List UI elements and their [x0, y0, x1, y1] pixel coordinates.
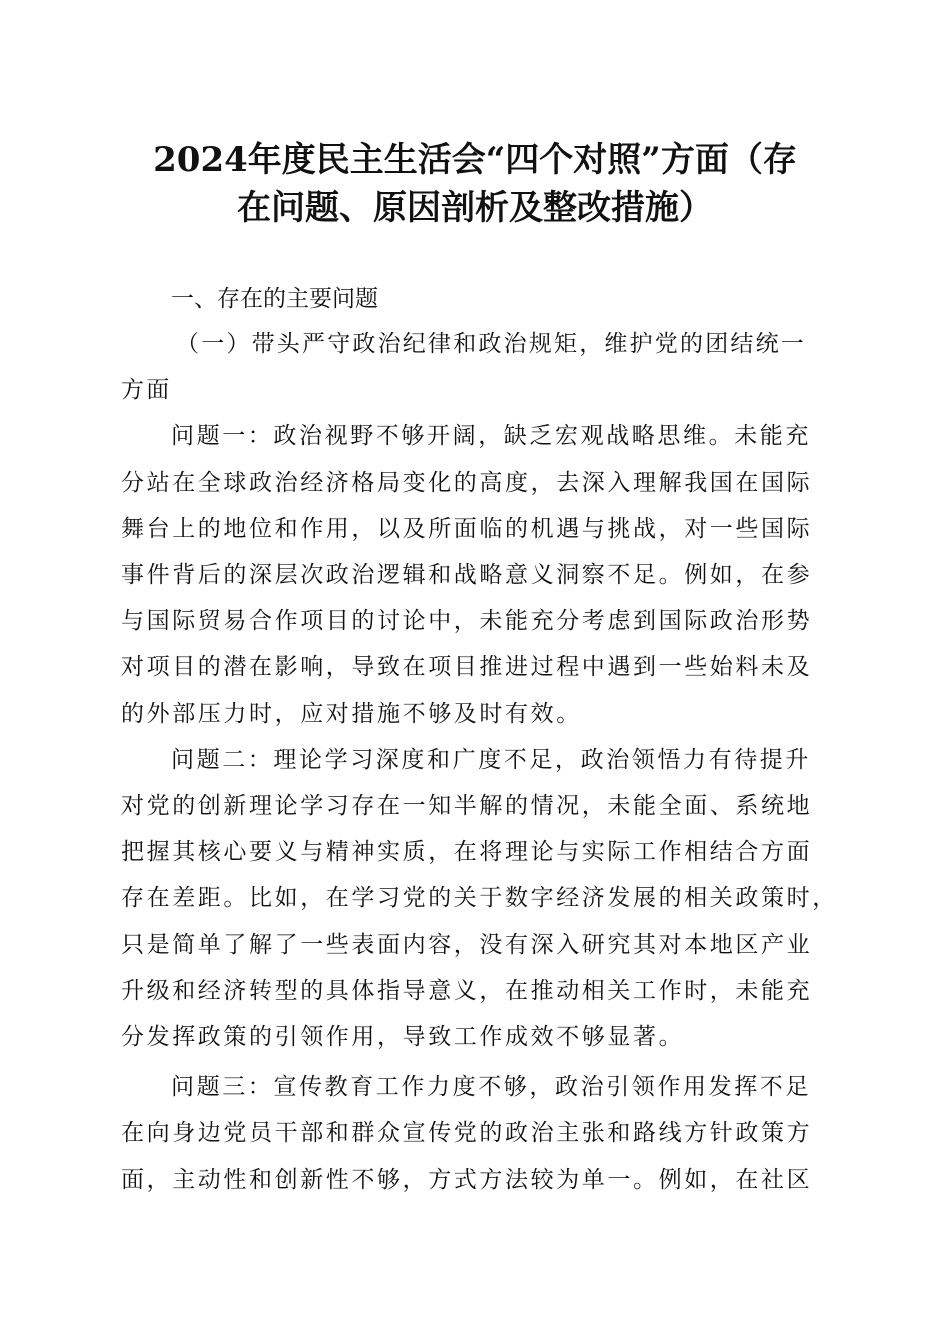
paragraph-line: 问题一：政治视野不够开阔，缺乏宏观战略思维。未能充: [171, 423, 811, 450]
paragraph-line: 面，主动性和创新性不够，方式方法较为单一。例如，在社区: [121, 1166, 813, 1193]
paragraph-line: 把握其核心要义与精神实质，在将理论与实际工作相结合方面: [121, 839, 813, 866]
paragraph-line: 存在差距。比如，在学习党的关于数字经济发展的相关政策时，: [121, 885, 838, 912]
paragraph-line: 与国际贸易合作项目的讨论中，未能充分考虑到国际政治形势: [121, 608, 813, 635]
paragraph-line: 分站在全球政治经济格局变化的高度，去深入理解我国在国际: [121, 469, 813, 496]
subsection-line-2: 方面: [121, 377, 172, 404]
subsection-line-1: （一）带头严守政治纪律和政治规矩，维护党的团结统一: [176, 331, 806, 357]
paragraph-line: 的外部压力时，应对措施不够及时有效。: [121, 700, 582, 727]
subsection-heading: [121, 321, 831, 413]
paragraph-line: 对项目的潜在影响，导致在项目推进过程中遇到一些始料未及: [121, 654, 813, 681]
paragraph-line: 问题三：宣传教育工作力度不够，政治引领作用发挥不足: [171, 1074, 811, 1101]
title-line-1: 2024年度民主生活会“四个对照”方面（存: [153, 140, 797, 180]
paragraph-line: 事件背后的深层次政治逻辑和战略意义洞察不足。例如，在参: [121, 562, 813, 589]
section-heading: 一、存在的主要问题: [171, 286, 378, 312]
title-line-2: 在问题、原因剖析及整改措施）: [237, 188, 713, 228]
paragraph-problem-one: [121, 413, 831, 736]
paragraph-line: 只是简单了解了一些表面内容，没有深入研究其对本地区产业: [121, 931, 813, 958]
document-title: [120, 136, 830, 232]
paragraph-line: 舞台上的地位和作用，以及所面临的机遇与挑战，对一些国际: [121, 515, 813, 542]
document-body: [121, 277, 838, 1203]
paragraph-line: 分发挥政策的引领作用，导致工作成效不够显著。: [121, 1024, 685, 1051]
paragraph-line: 问题二：理论学习深度和广度不足，政治领悟力有待提升: [171, 746, 811, 773]
paragraph-line: 在向身边党员干部和群众宣传党的政治主张和路线方针政策方: [121, 1120, 813, 1147]
paragraph-problem-three: [121, 1064, 831, 1203]
paragraph-line: 对党的创新理论学习存在一知半解的情况，未能全面、系统地: [121, 793, 813, 820]
paragraph-line: 升级和经济转型的具体指导意义，在推动相关工作时，未能充: [121, 977, 813, 1004]
paragraph-problem-two: [121, 737, 838, 1060]
